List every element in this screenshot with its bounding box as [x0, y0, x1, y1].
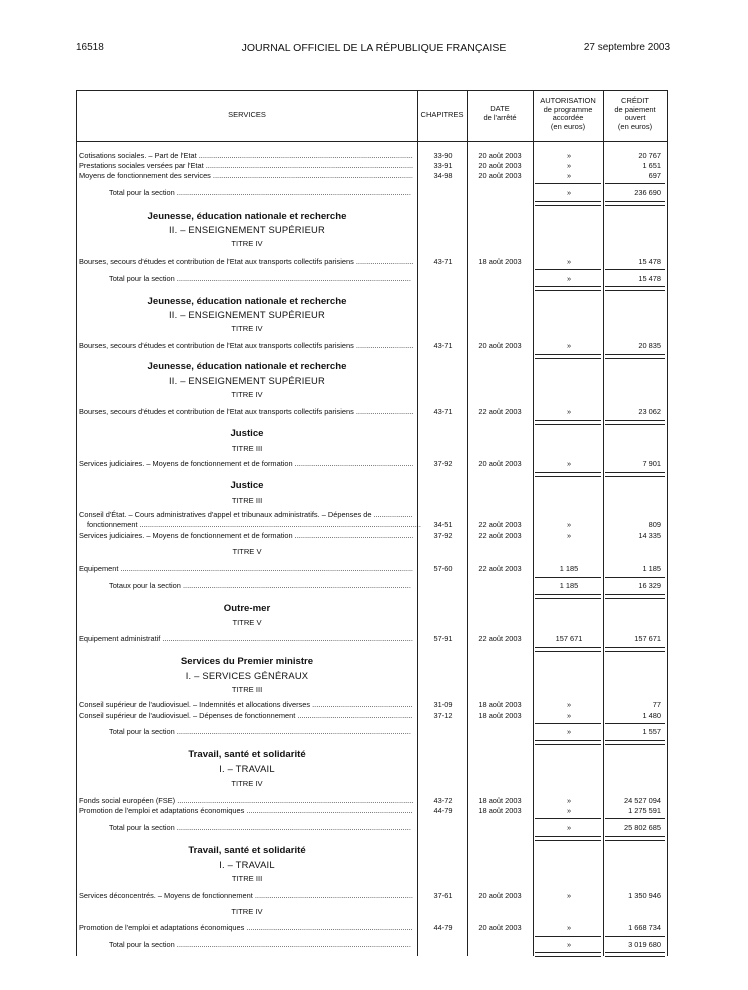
ministry-heading: Jeunesse, éducation nationale et recherche	[147, 296, 347, 307]
page-number: 16518	[76, 42, 104, 53]
titre-heading: TITRE III	[231, 685, 263, 694]
total-row: Total pour la section ..... » 3 019 680	[77, 940, 667, 950]
journal-title: JOURNAL OFFICIEL DE LA RÉPUBLIQUE FRANÇAISE	[241, 42, 507, 54]
table-row: Promotion de l'emploi et adaptations économiques ..... 44-79 20 août 2003 » 1 668 734	[77, 923, 667, 933]
total-rule	[535, 836, 601, 841]
header-chapitres: CHAPITRES	[420, 110, 464, 119]
table-row: Conseil d'État. – Cours administratives d'appel et tribunaux administratifs. – Dépenses de .....	[77, 510, 667, 520]
ministry-heading: Travail, santé et solidarité	[188, 749, 306, 760]
header-date: DATE de l'arrêté	[483, 104, 517, 122]
sum-rule	[535, 577, 601, 578]
total-row: Total pour la section ..... » 25 802 685	[77, 823, 667, 833]
section-heading: I. – SERVICES GÉNÉRAUX	[185, 670, 309, 681]
table-row: Moyens de fonctionnement des services ..... 34-98 20 août 2003 » 697	[77, 171, 667, 181]
sum-rule	[535, 818, 601, 819]
ministry-heading: Outre-mer	[223, 603, 271, 614]
sum-rule	[605, 723, 665, 724]
table-row: Equipement ..... 57-60 22 août 2003 1 185 1 185	[77, 564, 667, 574]
total-rule	[535, 354, 601, 359]
total-rule	[605, 472, 665, 477]
table-row: Bourses, secours d'études et contribution de l'Etat aux transports collectifs parisiens ..... 43-71 20 août 2003 » 20 835	[77, 341, 667, 351]
total-rule	[535, 647, 601, 652]
ministry-heading: Services du Premier ministre	[180, 656, 314, 667]
total-rule	[605, 420, 665, 425]
titre-heading: TITRE IV	[231, 390, 263, 399]
total-rule	[605, 286, 665, 291]
titre-heading: TITRE III	[231, 874, 263, 883]
table-row: Bourses, secours d'études et contribution de l'Etat aux transports collectifs parisiens ..... 43-71 22 août 2003 » 23 062	[77, 407, 667, 417]
sum-rule	[535, 936, 601, 937]
table-row: Conseil supérieur de l'audiovisuel. – Indemnités et allocations diverses ..... 31-09 18 août 2003 » 77	[77, 700, 667, 710]
issue-date: 27 septembre 2003	[583, 42, 670, 53]
titre-heading: TITRE III	[231, 444, 263, 453]
sum-rule	[605, 183, 665, 184]
header-autorisation: AUTORISATION de programme accordée (en euros)	[540, 96, 596, 131]
table-row: Services déconcentrés. – Moyens de fonctionnement ..... 37-61 20 août 2003 » 1 350 946	[77, 891, 667, 901]
total-rule	[605, 354, 665, 359]
total-rule	[535, 286, 601, 291]
total-row: Total pour la section ..... » 236 690	[77, 188, 667, 198]
titre-heading: TITRE IV	[231, 239, 263, 248]
total-rule	[535, 201, 601, 206]
total-rule	[605, 594, 665, 599]
total-rule	[605, 836, 665, 841]
table-row: Equipement administratif ..... 57-91 22 août 2003 157 671 157 671	[77, 634, 667, 644]
table-row: Services judiciaires. – Moyens de fonctionnement et de formation ..... 37-92 20 août 2003 » 7 901	[77, 459, 667, 469]
ministry-heading: Jeunesse, éducation nationale et recherche	[147, 211, 347, 222]
table-row: Bourses, secours d'études et contribution de l'Etat aux transports collectifs parisiens ..... 43-71 18 août 2003 » 15 478	[77, 257, 667, 267]
sum-rule	[535, 723, 601, 724]
titre-heading: TITRE IV	[231, 907, 263, 916]
total-rule	[605, 740, 665, 745]
total-rule	[535, 594, 601, 599]
credits-table	[76, 90, 668, 956]
ministry-heading: Jeunesse, éducation nationale et recherche	[147, 361, 347, 372]
table-row: Conseil supérieur de l'audiovisuel. – Dépenses de fonctionnement ..... 37-12 18 août 2003 » 1 480	[77, 711, 667, 721]
total-row: Total pour la section ..... » 15 478	[77, 274, 667, 284]
total-rule	[535, 952, 601, 957]
sum-rule	[605, 936, 665, 937]
total-rule	[535, 420, 601, 425]
table-row: Cotisations sociales. – Part de l'Etat ..... 33-90 20 août 2003 » 20 767	[77, 151, 667, 161]
total-rule	[605, 647, 665, 652]
sum-rule	[605, 269, 665, 270]
header-credit: CRÉDIT de paiement ouvert (en euros)	[614, 96, 656, 131]
total-rule	[535, 740, 601, 745]
total-rule	[535, 472, 601, 477]
titre-heading: TITRE V	[232, 618, 262, 627]
sum-rule	[605, 818, 665, 819]
section-heading: II. – ENSEIGNEMENT SUPÉRIEUR	[169, 375, 325, 386]
ministry-heading: Justice	[230, 428, 264, 439]
table-row: Services judiciaires. – Moyens de fonctionnement et de formation ..... 37-92 22 août 2003 » 14 335	[77, 531, 667, 541]
ministry-heading: Justice	[230, 480, 264, 491]
sum-rule	[535, 269, 601, 270]
total-row: Total pour la section ..... » 1 557	[77, 727, 667, 737]
sum-rule	[605, 577, 665, 578]
table-row: fonctionnement ..... 34-51 22 août 2003 » 809	[77, 520, 667, 530]
table-row: Prestations sociales versées par l'Etat ..... 33-91 20 août 2003 » 1 651	[77, 161, 667, 171]
titre-heading: TITRE III	[231, 496, 263, 505]
titre-heading: TITRE V	[232, 547, 262, 556]
titre-heading: TITRE IV	[231, 779, 263, 788]
total-rule	[605, 952, 665, 957]
section-heading: II. – ENSEIGNEMENT SUPÉRIEUR	[169, 309, 325, 320]
table-row: Promotion de l'emploi et adaptations économiques ..... 44-79 18 août 2003 » 1 275 591	[77, 806, 667, 816]
section-heading: II. – ENSEIGNEMENT SUPÉRIEUR	[169, 224, 325, 235]
header-rule	[77, 141, 667, 142]
section-heading: I. – TRAVAIL	[219, 859, 275, 870]
titre-heading: TITRE IV	[231, 324, 263, 333]
total-rule	[605, 201, 665, 206]
header-services: SERVICES	[228, 110, 266, 119]
ministry-heading: Travail, santé et solidarité	[188, 845, 306, 856]
table-row: Fonds social européen (FSE) ..... 43-72 18 août 2003 » 24 527 094	[77, 796, 667, 806]
section-heading: I. – TRAVAIL	[219, 763, 275, 774]
sum-rule	[535, 183, 601, 184]
total-row: Totaux pour la section ..... 1 185 16 329	[77, 581, 667, 591]
